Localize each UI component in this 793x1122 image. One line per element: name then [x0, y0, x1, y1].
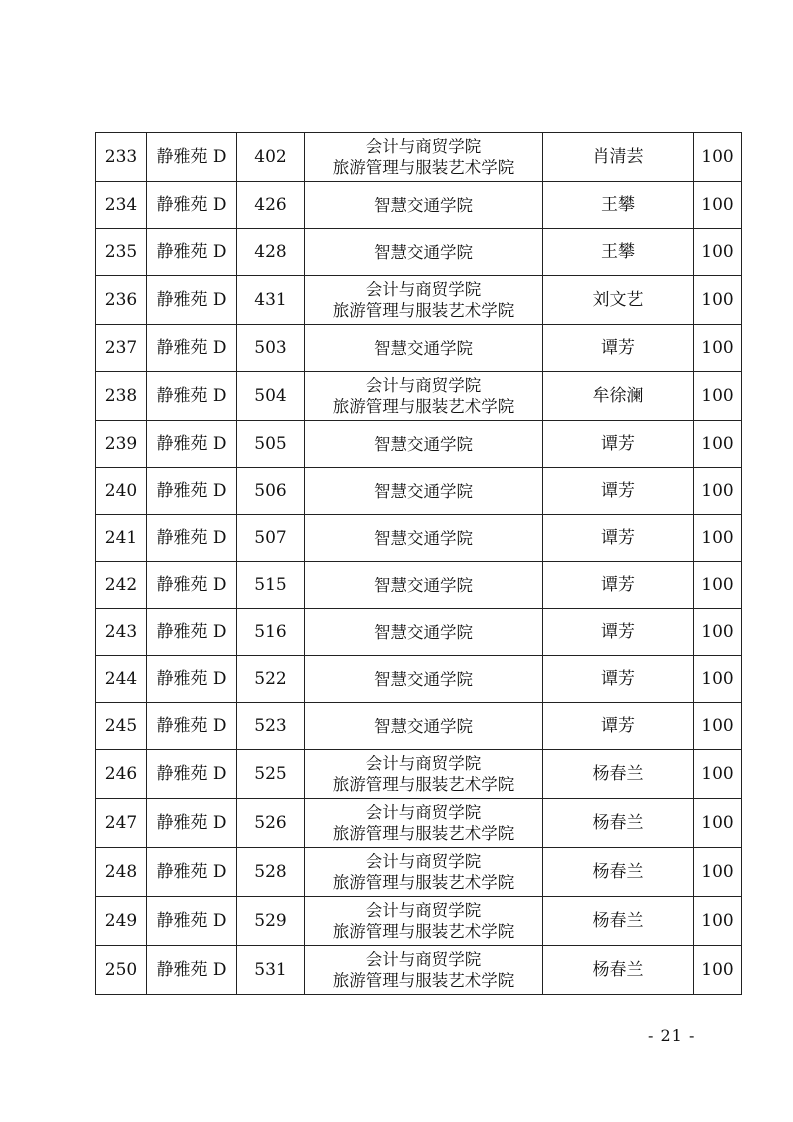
score-cell: 100 — [694, 515, 742, 562]
building-cell: 静雅苑 D — [147, 897, 237, 946]
college-cell — [305, 703, 543, 750]
room-cell: 431 — [237, 276, 305, 325]
college-cell — [305, 897, 543, 946]
college-name: 智慧交通学院 — [374, 669, 473, 689]
table-row — [96, 325, 742, 372]
dormitory-score-table — [95, 132, 742, 995]
score-cell: 100 — [694, 468, 742, 515]
college-name: 会计与商贸学院 — [365, 137, 482, 156]
table-row — [96, 703, 742, 750]
name-cell: 谭芳 — [543, 562, 694, 609]
name-cell: 肖清芸 — [543, 133, 694, 182]
room-cell: 515 — [237, 562, 305, 609]
building-cell: 静雅苑 D — [147, 372, 237, 421]
name-cell: 王攀 — [543, 182, 694, 229]
college-name: 旅游管理与服装艺术学院 — [332, 971, 515, 990]
table-row — [96, 372, 742, 421]
college-name: 智慧交通学院 — [374, 242, 473, 262]
score-cell: 100 — [694, 750, 742, 799]
row-number-cell: 243 — [96, 609, 147, 656]
college-name: 旅游管理与服装艺术学院 — [332, 301, 515, 320]
room-cell: 529 — [237, 897, 305, 946]
college-name: 会计与商贸学院 — [365, 280, 482, 299]
college-name: 智慧交通学院 — [374, 338, 473, 358]
table-body — [96, 133, 742, 995]
table-row — [96, 421, 742, 468]
college-cell — [305, 750, 543, 799]
college-name: 旅游管理与服装艺术学院 — [332, 397, 515, 416]
page-number: - 21 - — [648, 1026, 696, 1045]
building-cell: 静雅苑 D — [147, 848, 237, 897]
name-cell: 王攀 — [543, 229, 694, 276]
college-name: 会计与商贸学院 — [365, 901, 482, 920]
table-row — [96, 468, 742, 515]
row-number-cell: 237 — [96, 325, 147, 372]
building-cell: 静雅苑 D — [147, 468, 237, 515]
name-cell: 杨春兰 — [543, 799, 694, 848]
college-cell — [305, 848, 543, 897]
row-number-cell: 246 — [96, 750, 147, 799]
college-name: 智慧交通学院 — [374, 434, 473, 454]
room-cell: 507 — [237, 515, 305, 562]
college-cell — [305, 276, 543, 325]
college-cell — [305, 656, 543, 703]
college-name: 旅游管理与服装艺术学院 — [332, 824, 515, 843]
score-cell: 100 — [694, 229, 742, 276]
building-cell: 静雅苑 D — [147, 133, 237, 182]
score-cell: 100 — [694, 182, 742, 229]
college-cell — [305, 229, 543, 276]
room-cell: 526 — [237, 799, 305, 848]
college-name: 旅游管理与服装艺术学院 — [332, 922, 515, 941]
table-row — [96, 515, 742, 562]
name-cell: 牟徐澜 — [543, 372, 694, 421]
table-row — [96, 562, 742, 609]
table-row — [96, 799, 742, 848]
college-name: 会计与商贸学院 — [365, 803, 482, 822]
building-cell: 静雅苑 D — [147, 562, 237, 609]
college-cell — [305, 372, 543, 421]
name-cell: 杨春兰 — [543, 848, 694, 897]
building-cell: 静雅苑 D — [147, 515, 237, 562]
college-name: 旅游管理与服装艺术学院 — [332, 158, 515, 177]
college-cell — [305, 182, 543, 229]
score-cell: 100 — [694, 703, 742, 750]
building-cell: 静雅苑 D — [147, 182, 237, 229]
score-cell: 100 — [694, 799, 742, 848]
college-cell — [305, 421, 543, 468]
row-number-cell: 245 — [96, 703, 147, 750]
college-cell — [305, 799, 543, 848]
name-cell: 谭芳 — [543, 656, 694, 703]
row-number-cell: 250 — [96, 946, 147, 995]
name-cell: 谭芳 — [543, 703, 694, 750]
building-cell: 静雅苑 D — [147, 656, 237, 703]
row-number-cell: 235 — [96, 229, 147, 276]
college-name: 旅游管理与服装艺术学院 — [332, 775, 515, 794]
room-cell: 402 — [237, 133, 305, 182]
building-cell: 静雅苑 D — [147, 229, 237, 276]
college-cell — [305, 133, 543, 182]
college-cell — [305, 468, 543, 515]
college-name: 会计与商贸学院 — [365, 754, 482, 773]
college-cell — [305, 562, 543, 609]
name-cell: 杨春兰 — [543, 897, 694, 946]
college-name: 会计与商贸学院 — [365, 376, 482, 395]
score-cell: 100 — [694, 276, 742, 325]
room-cell: 506 — [237, 468, 305, 515]
table-row — [96, 229, 742, 276]
table-row — [96, 276, 742, 325]
college-cell — [305, 946, 543, 995]
college-name: 智慧交通学院 — [374, 528, 473, 548]
building-cell: 静雅苑 D — [147, 421, 237, 468]
room-cell: 505 — [237, 421, 305, 468]
row-number-cell: 236 — [96, 276, 147, 325]
name-cell: 谭芳 — [543, 515, 694, 562]
college-name: 智慧交通学院 — [374, 575, 473, 595]
college-name: 智慧交通学院 — [374, 622, 473, 642]
name-cell: 杨春兰 — [543, 750, 694, 799]
college-name: 智慧交通学院 — [374, 195, 473, 215]
room-cell: 525 — [237, 750, 305, 799]
room-cell: 516 — [237, 609, 305, 656]
college-name: 会计与商贸学院 — [365, 852, 482, 871]
row-number-cell: 248 — [96, 848, 147, 897]
college-cell — [305, 515, 543, 562]
name-cell: 谭芳 — [543, 421, 694, 468]
college-name: 智慧交通学院 — [374, 716, 473, 736]
building-cell: 静雅苑 D — [147, 750, 237, 799]
college-name: 会计与商贸学院 — [365, 950, 482, 969]
college-cell — [305, 325, 543, 372]
score-cell: 100 — [694, 848, 742, 897]
row-number-cell: 247 — [96, 799, 147, 848]
table-row — [96, 182, 742, 229]
building-cell: 静雅苑 D — [147, 946, 237, 995]
building-cell: 静雅苑 D — [147, 703, 237, 750]
row-number-cell: 249 — [96, 897, 147, 946]
college-name: 旅游管理与服装艺术学院 — [332, 873, 515, 892]
building-cell: 静雅苑 D — [147, 799, 237, 848]
row-number-cell: 241 — [96, 515, 147, 562]
room-cell: 503 — [237, 325, 305, 372]
college-name: 智慧交通学院 — [374, 481, 473, 501]
name-cell: 杨春兰 — [543, 946, 694, 995]
table-row — [96, 946, 742, 995]
room-cell: 428 — [237, 229, 305, 276]
row-number-cell: 233 — [96, 133, 147, 182]
table-row — [96, 656, 742, 703]
row-number-cell: 242 — [96, 562, 147, 609]
room-cell: 528 — [237, 848, 305, 897]
room-cell: 504 — [237, 372, 305, 421]
building-cell: 静雅苑 D — [147, 609, 237, 656]
score-cell: 100 — [694, 562, 742, 609]
name-cell: 谭芳 — [543, 468, 694, 515]
name-cell: 刘文艺 — [543, 276, 694, 325]
table-row — [96, 750, 742, 799]
score-cell: 100 — [694, 372, 742, 421]
score-cell: 100 — [694, 609, 742, 656]
table-row — [96, 897, 742, 946]
room-cell: 523 — [237, 703, 305, 750]
score-cell: 100 — [694, 946, 742, 995]
score-cell: 100 — [694, 325, 742, 372]
row-number-cell: 239 — [96, 421, 147, 468]
room-cell: 522 — [237, 656, 305, 703]
building-cell: 静雅苑 D — [147, 276, 237, 325]
name-cell: 谭芳 — [543, 325, 694, 372]
score-cell: 100 — [694, 897, 742, 946]
row-number-cell: 240 — [96, 468, 147, 515]
score-cell: 100 — [694, 421, 742, 468]
name-cell: 谭芳 — [543, 609, 694, 656]
row-number-cell: 244 — [96, 656, 147, 703]
table-row — [96, 133, 742, 182]
table-row — [96, 848, 742, 897]
score-cell: 100 — [694, 133, 742, 182]
college-cell — [305, 609, 543, 656]
score-cell: 100 — [694, 656, 742, 703]
building-cell: 静雅苑 D — [147, 325, 237, 372]
row-number-cell: 238 — [96, 372, 147, 421]
room-cell: 531 — [237, 946, 305, 995]
row-number-cell: 234 — [96, 182, 147, 229]
room-cell: 426 — [237, 182, 305, 229]
table-row — [96, 609, 742, 656]
